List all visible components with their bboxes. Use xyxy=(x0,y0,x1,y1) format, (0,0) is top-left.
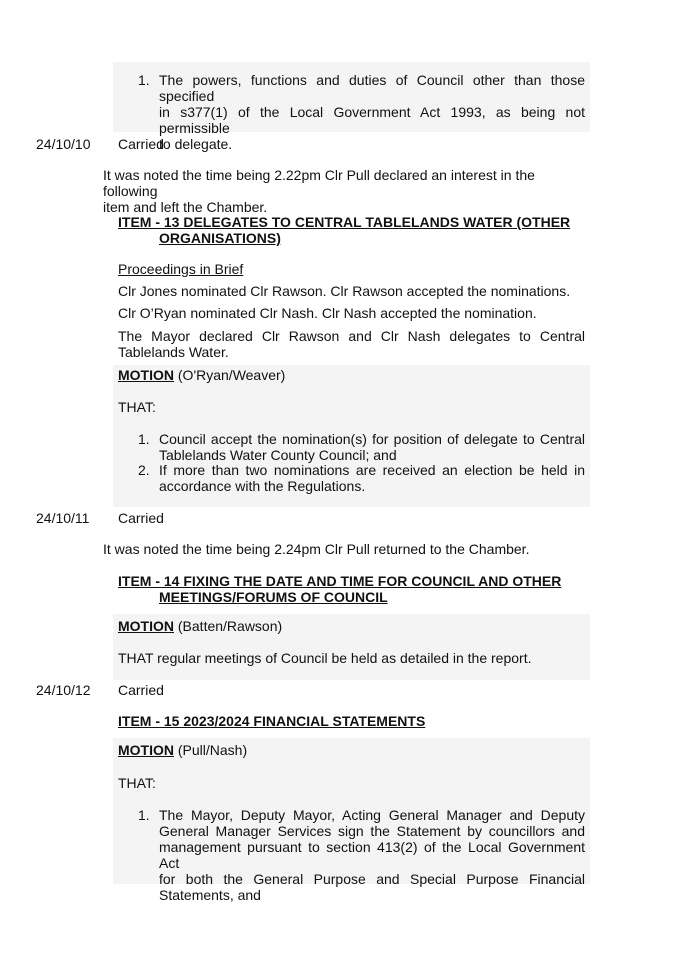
item-15-heading xyxy=(118,713,588,729)
motion-movers: (O'Ryan/Weaver) xyxy=(177,367,286,383)
list-text-line: The Mayor, Deputy Mayor, Acting General Manager and Deputy xyxy=(159,807,585,823)
item-heading-line: MEETINGS/FORUMS OF COUNCIL xyxy=(159,589,388,605)
note-paragraph: It was noted the time being 2.24pm Clr Pull returned to the Chamber. xyxy=(103,541,530,557)
list-text-line: to delegate. xyxy=(159,136,233,152)
proceedings-line: The Mayor declared Clr Rawson and Clr Nash delegates to Central xyxy=(118,328,585,344)
list-text-line: Statements, and xyxy=(159,887,261,903)
resolution-result: Carried xyxy=(118,682,164,698)
motion-label: MOTION xyxy=(118,367,174,383)
item-heading-line: ITEM - 14 FIXING THE DATE AND TIME FOR COUNCIL AND OTHER xyxy=(118,573,562,589)
list-text-line: General Manager Services sign the Statement by councillors and xyxy=(159,823,585,839)
item-heading-line: ITEM - 13 DELEGATES TO CENTRAL TABLELANDS WATER (OTHER xyxy=(118,214,571,230)
note-line: item and left the Chamber. xyxy=(103,199,268,215)
list-number: 1. xyxy=(138,431,150,447)
motion-14 xyxy=(118,618,282,634)
motion-label: MOTION xyxy=(118,618,174,634)
motion-text: THAT regular meetings of Council be held as detailed in the report. xyxy=(118,650,532,666)
motion-15 xyxy=(118,742,247,758)
motion-movers: (Pull/Nash) xyxy=(177,742,248,758)
list-text-line: Council accept the nomination(s) for position of delegate to Central xyxy=(159,431,585,447)
list-text-line: The powers, functions and duties of Council other than those specified xyxy=(159,72,585,104)
item-heading-line: ITEM - 15 2023/2024 FINANCIAL STATEMENTS xyxy=(118,713,426,729)
that-label: THAT: xyxy=(118,775,156,791)
list-text-line: If more than two nominations are received an election be held in xyxy=(159,462,585,478)
proceedings-heading: Proceedings in Brief xyxy=(118,261,244,277)
note-paragraph xyxy=(103,167,593,215)
note-line: It was noted the time being 2.22pm Clr Pull declared an interest in the following xyxy=(103,167,535,199)
list-text-line: Tablelands Water County Council; and xyxy=(159,447,397,463)
proceedings-paragraph: Clr Jones nominated Clr Rawson. Clr Rawson accepted the nominations. xyxy=(118,283,571,299)
proceedings-line: Tablelands Water. xyxy=(118,344,229,360)
motion-13 xyxy=(118,367,285,383)
resolution-number: 24/10/10 xyxy=(36,136,91,152)
that-label: THAT: xyxy=(118,399,156,415)
list-text-line: for both the General Purpose and Special Purpose Financial xyxy=(159,871,585,887)
proceedings-paragraph: Clr O’Ryan nominated Clr Nash. Clr Nash accepted the nomination. xyxy=(118,305,537,321)
resolution-result: Carried xyxy=(118,136,164,152)
list-text-line: accordance with the Regulations. xyxy=(159,478,366,494)
resolution-number: 24/10/11 xyxy=(36,510,90,526)
resolution-number: 24/10/12 xyxy=(36,682,91,698)
resolution-result: Carried xyxy=(118,510,164,526)
proceedings-paragraph xyxy=(118,328,585,360)
motion-label: MOTION xyxy=(118,742,174,758)
item-heading-line: ORGANISATIONS) xyxy=(159,230,281,246)
item-14-heading xyxy=(118,573,588,605)
list-number: 1. xyxy=(138,72,150,88)
item-13-heading xyxy=(118,214,588,246)
motion-movers: (Batten/Rawson) xyxy=(177,618,283,634)
list-text-line: management pursuant to section 413(2) of the Local Government Act xyxy=(159,839,585,871)
list-number: 2. xyxy=(138,462,150,478)
list-number: 1. xyxy=(138,807,150,823)
list-text-line: in s377(1) of the Local Government Act 1993, as being not permissible xyxy=(159,104,585,136)
